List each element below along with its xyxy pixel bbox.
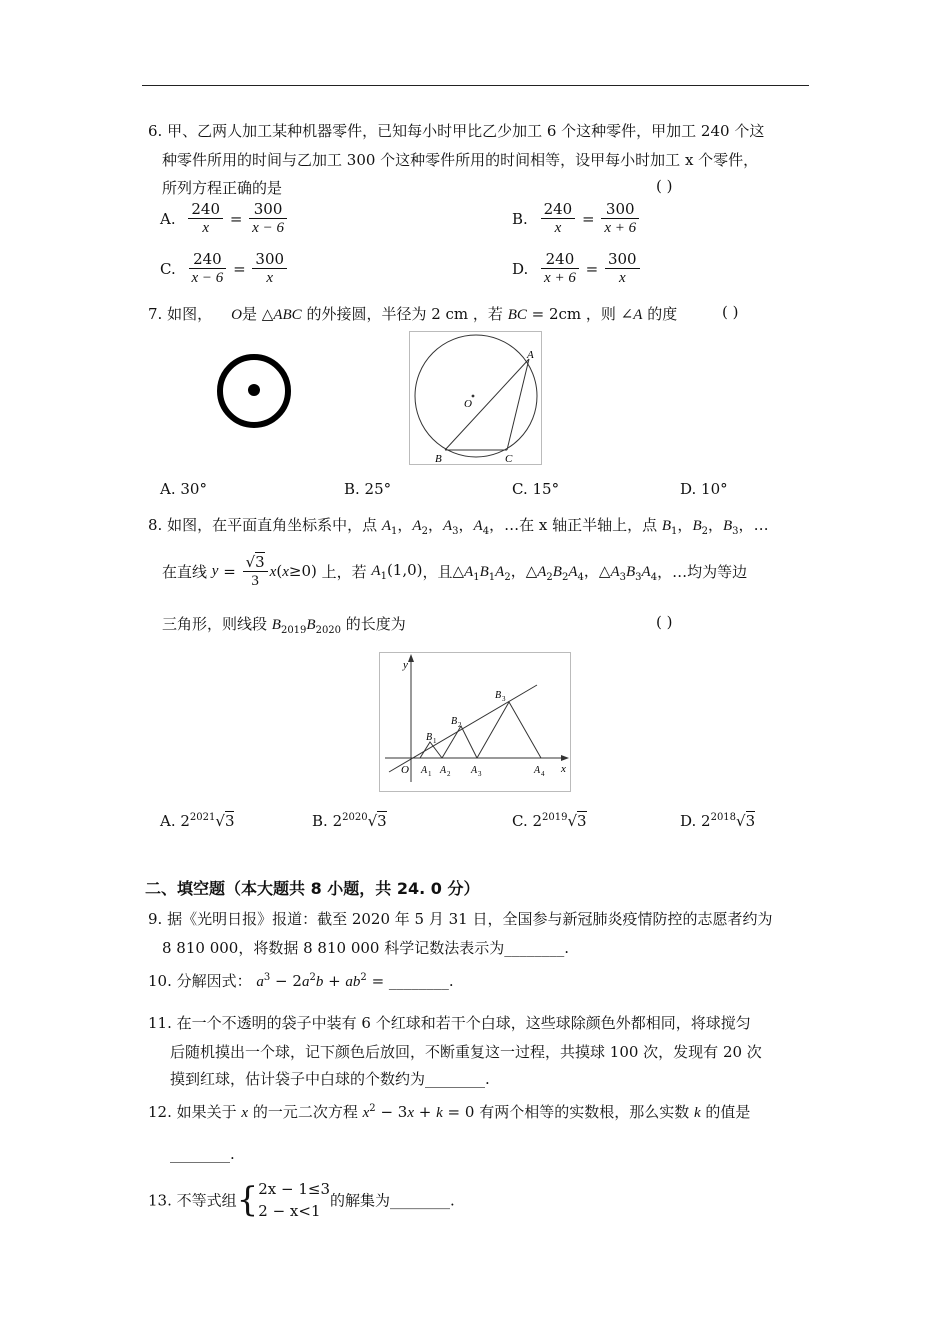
y-axis-arrow-icon: [408, 654, 414, 662]
q13-stem: [148, 1178, 455, 1222]
q8-answer-bracket: ( ): [656, 613, 673, 631]
svg-text:3: 3: [478, 770, 482, 778]
numerator: 240: [541, 200, 576, 219]
fraction: [189, 250, 227, 287]
origin-label: O: [401, 764, 409, 776]
svg-text:1: 1: [428, 770, 432, 778]
inequality-row-1: 2x − 1≤3: [258, 1180, 331, 1198]
option-label: D.: [680, 812, 697, 830]
option-exponent: 2019: [542, 812, 568, 823]
q9-line2: 8 810 000，将数据 8 810 000 科学记数法表示为________.: [162, 939, 569, 957]
q7-text4: 的度: [642, 305, 678, 323]
q12-mid: 的一元二次方程: [248, 1103, 363, 1121]
option-exponent: 2020: [342, 812, 368, 823]
header-rule: [142, 85, 809, 86]
label-b1: B: [426, 732, 433, 743]
q8-line1-a: 8. 如图，在平面直角坐标系中，点: [148, 516, 382, 534]
svg-text:1: 1: [433, 737, 437, 745]
option-exponent: 2021: [189, 812, 216, 823]
fraction: [541, 250, 579, 287]
svg-text:4: 4: [541, 770, 545, 778]
q8-line2-c: ，且: [422, 563, 453, 581]
numerator: 300: [605, 250, 640, 269]
option-label: C.: [160, 259, 176, 278]
q13-prefix: 13. 不等式组: [148, 1191, 237, 1210]
q6-option-a[interactable]: A. $\frac{240}{x}$ = $\frac{300}{x - 6}$: [160, 200, 289, 237]
q7-text3: = 2cm ，则 ∠: [526, 305, 634, 323]
q7-option-c[interactable]: C. 15°: [512, 480, 560, 498]
q7-stem: [148, 303, 677, 324]
q7-var-a: A: [633, 307, 643, 323]
denominator: x − 6: [252, 220, 284, 236]
q7-var-o: O: [231, 307, 243, 323]
option-label: A.: [160, 812, 176, 830]
label-b3: B: [495, 690, 502, 701]
label-a: A: [527, 349, 534, 361]
numerator: 240: [188, 200, 223, 219]
denominator: x + 6: [544, 270, 576, 286]
numerator: 300: [252, 250, 287, 269]
q11-line1: 11. 在一个不透明的袋子中装有 6 个红球和若干个白球，这些球除颜色外都相同，将球搅匀: [148, 1014, 751, 1032]
q7-figure: [409, 331, 542, 465]
q8-line2-b: 上，若: [316, 563, 372, 581]
numerator: 240: [541, 250, 579, 269]
fraction: [605, 250, 640, 287]
option-label: A.: [160, 209, 176, 228]
q9-line1: 9. 据《光明日报》报道：截至 2020 年 5 月 31 日，全国参与新冠肺炎疫情防控的志愿者约为: [148, 910, 773, 928]
q6-line3: 所列方程正确的是: [162, 179, 283, 197]
inequality-row-2: 2 − x<1: [258, 1202, 321, 1220]
label-c: C: [505, 453, 513, 465]
q7-answer-bracket: ( ): [722, 303, 739, 321]
q13-suffix: 的解集为________.: [330, 1191, 455, 1210]
q8-line2-d: ，…均为等边: [657, 563, 748, 581]
q8-option-c[interactable]: C. $2^{2019}√3$: [512, 812, 587, 830]
q7-text2: 的外接圆，半径为 2 cm ，若: [301, 305, 508, 323]
q12-prefix: 12. 如果关于: [148, 1103, 242, 1121]
label-a3: A: [471, 765, 478, 776]
denominator: x: [266, 270, 274, 286]
q8-line1-c: …: [753, 516, 769, 534]
numerator: 300: [601, 200, 639, 219]
q12-line2: ________.: [170, 1145, 235, 1163]
q8-line2-a: 在直线: [162, 563, 212, 581]
label-a1: A: [421, 765, 428, 776]
q6-option-c[interactable]: C. $\frac{240}{x - 6}$ = $\frac{300}{x}$: [160, 250, 289, 287]
q8-line1: 8. 如图，在平面直角坐标系中，点 $A_1$，$A_2$，$A_3$，$A_4$，…在 x 轴正半轴上，点 $B_1$，$B_2$，$B_3$，…: [148, 516, 769, 537]
label-a4: A: [534, 765, 541, 776]
q8-option-a[interactable]: A. $2^{2021}√3$: [160, 812, 235, 830]
q6-option-b[interactable]: B. $\frac{240}{x}$ = $\frac{300}{x + 6}$: [512, 200, 641, 237]
option-label: D.: [512, 259, 529, 278]
q7-var-bc: BC: [507, 307, 527, 323]
axis-label-y: y: [403, 659, 408, 671]
fraction: [541, 200, 576, 237]
q7-option-a[interactable]: A. 30°: [160, 480, 207, 498]
denominator: x + 6: [604, 220, 637, 236]
fraction: [249, 200, 287, 237]
section-heading: 二、填空题（本大题共 8 小题，共 24. 0 分）: [145, 879, 480, 898]
triangle-3: [477, 702, 541, 758]
q8-option-d[interactable]: D. $2^{2018}√3$: [680, 812, 756, 830]
label-b: B: [435, 453, 442, 465]
label-o: O: [464, 398, 472, 410]
q8-option-b[interactable]: B. $2^{2020}√3$: [312, 812, 387, 830]
svg-text:2: 2: [447, 770, 451, 778]
numerator: 300: [249, 200, 287, 219]
numerator: 240: [189, 250, 227, 269]
q6-line2: 种零件所用的时间与乙加工 300 个这种零件所用的时间相等，设甲每小时加工 x 个零件，: [162, 151, 759, 169]
circle-symbol-icon: [214, 351, 294, 431]
triangle-1: [420, 742, 442, 758]
sqrt3-over-3: $\frac{√3}{3}$: [243, 553, 268, 590]
fraction: [252, 250, 287, 287]
x-axis-arrow-icon: [561, 755, 569, 761]
q12-suffix: 的值是: [700, 1103, 751, 1121]
q12-mid2: 有两个相等的实数根，那么实数: [474, 1103, 694, 1121]
left-brace-icon: {: [236, 1180, 259, 1220]
q11-line3: 摸到红球，估计袋子中白球的个数约为________.: [170, 1070, 490, 1088]
q8-line3-b: 的长度为: [341, 615, 406, 633]
label-a2: A: [440, 765, 447, 776]
q6-answer-bracket: ( ): [656, 177, 673, 195]
axis-label-x: x: [561, 763, 566, 775]
q8-line3: 三角形，则线段 $B_{2019}B_{2020}$ 的长度为: [162, 615, 406, 636]
q8-figure: [379, 652, 571, 792]
q10-prefix: 10. 分解因式：: [148, 972, 252, 990]
q8-line2: 在直线 y = $\frac{√3}{3}$ x(x≥0) 上，若 $A_1(1,0)$，且$\triangle A_1B_1A_2$，$\triangle A_2B_2A_4$，$\triangle A_3B_3A_4$，…均为等边: [162, 553, 748, 589]
q11-line2: 后随机摸出一个球，记下颜色后放回，不断重复这一过程，共摸球 100 次，发现有 20 次: [170, 1043, 762, 1061]
q7-prefix: 7. 如图，: [148, 305, 213, 323]
option-label: B.: [512, 209, 528, 228]
q10-suffix: ________.: [388, 972, 454, 990]
q6-line1: 6. 甲、乙两人加工某种机器零件，已知每小时甲比乙少加工 6 个这种零件，甲加工 240 个这: [148, 122, 765, 140]
q7-var-abc: ABC: [273, 307, 302, 323]
svg-text:3: 3: [502, 695, 506, 703]
q8-line3-a: 三角形，则线段: [162, 615, 272, 633]
denominator: x − 6: [191, 270, 224, 286]
q7-option-d[interactable]: D. 10°: [680, 480, 728, 498]
option-label: B.: [312, 812, 328, 830]
denominator: x: [202, 220, 210, 236]
q7-text1: 是 △: [242, 305, 274, 323]
label-b2: B: [451, 716, 458, 727]
svg-text:2: 2: [458, 721, 462, 729]
inequality-system: [258, 1178, 330, 1222]
option-label: C.: [512, 812, 528, 830]
q12-line1: 12. 如果关于 x 的一元二次方程 $x^2 - 3x + k = 0$ 有两个相等的实数根，那么实数 k 的值是: [148, 1103, 751, 1121]
q10-stem: 10. 分解因式： $a^3 - 2a^2b + ab^2$ = ________.: [148, 972, 454, 990]
q6-option-d[interactable]: D. $\frac{240}{x + 6}$ = $\frac{300}{x}$: [512, 250, 642, 287]
q7-option-b[interactable]: B. 25°: [344, 480, 392, 498]
fraction: [601, 200, 639, 237]
q8-line1-b: …在 x 轴正半轴上，点: [504, 516, 662, 534]
fraction: [188, 200, 223, 237]
denominator: x: [554, 220, 562, 236]
denominator: x: [618, 270, 626, 286]
option-exponent: 2018: [710, 812, 737, 823]
